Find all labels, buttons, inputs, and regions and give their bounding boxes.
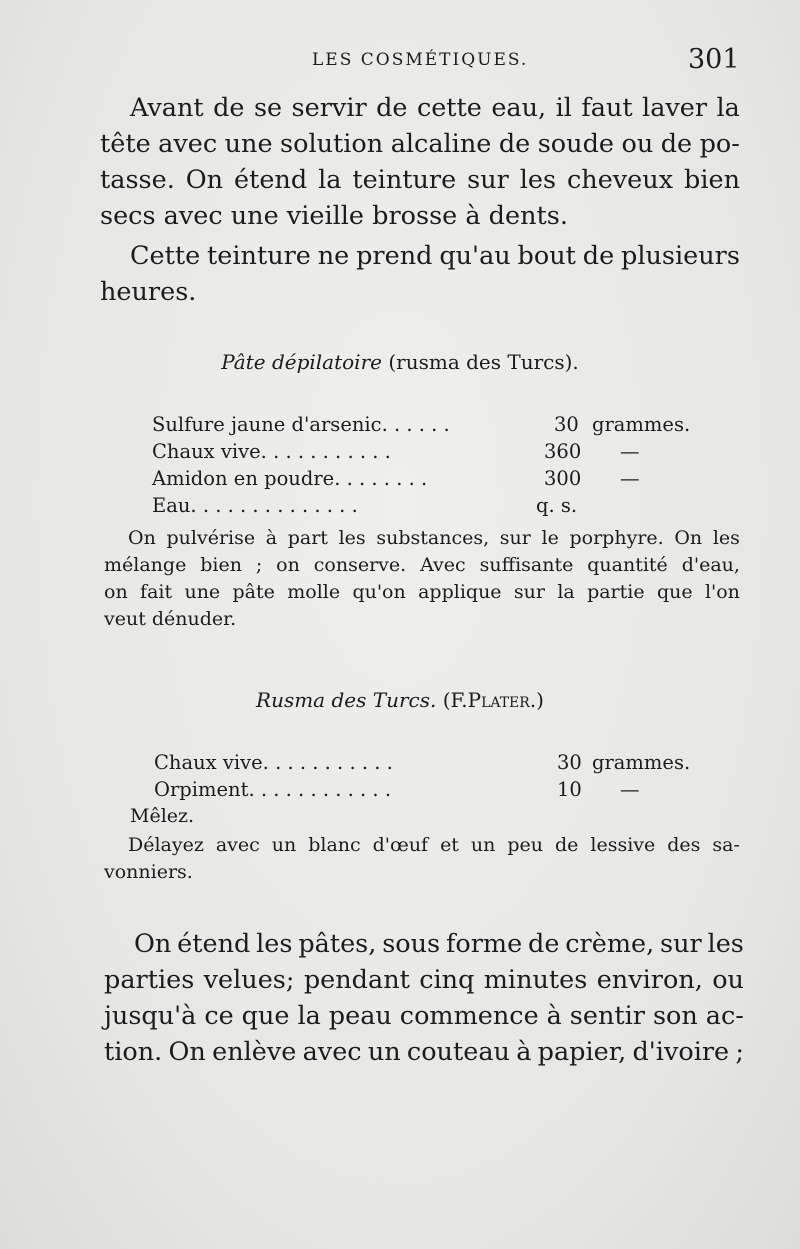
recipe-1-title (0, 350, 800, 374)
word: sa- (712, 834, 740, 856)
word: la (297, 1001, 321, 1031)
word: On (128, 527, 156, 549)
word: on (276, 554, 300, 576)
word: de (555, 834, 579, 856)
word: Cette (130, 241, 201, 271)
word: cheveux (566, 165, 674, 195)
ingredient-unit: — (620, 467, 640, 490)
word: cinq (419, 965, 475, 995)
word: minutes (483, 965, 588, 995)
word: d'ivoire (632, 1037, 730, 1067)
ingredient-name: Chaux vive. . . . . . . . . . . (152, 440, 391, 463)
ingredient-name: Eau. . . . . . . . . . . . . . (152, 494, 358, 517)
word: pendant (303, 965, 410, 995)
word: brosse (372, 201, 466, 231)
word: sur (499, 527, 531, 549)
word: de (213, 93, 245, 123)
text-line (104, 606, 740, 633)
word: que (656, 581, 693, 603)
word: laver (642, 93, 708, 123)
text-line (104, 579, 740, 606)
word: sentir (569, 1001, 645, 1031)
ingredient-unit: grammes. (592, 413, 691, 436)
word: secs (100, 201, 164, 231)
word: d'œuf (372, 834, 429, 856)
word: molle (287, 581, 341, 603)
word: l'on (704, 581, 740, 603)
word: bien (200, 554, 242, 576)
recipe-1-note (104, 525, 740, 633)
word: forme (445, 929, 523, 959)
word: crème, (565, 929, 655, 959)
word: sur (513, 581, 545, 603)
word: il (555, 93, 572, 123)
word: porphyre. (569, 527, 664, 549)
word: ; (735, 1037, 744, 1067)
word: de (660, 129, 693, 159)
word: la (716, 93, 740, 123)
recipe-2-title-close: .) (529, 688, 544, 712)
word: ac- (705, 1001, 744, 1031)
word: de (376, 93, 408, 123)
word: plusieurs (621, 241, 740, 271)
word: part (287, 527, 328, 549)
ingredient-name: Sulfure jaune d'arsenic. . . . . . (152, 413, 450, 436)
word: partie (587, 581, 645, 603)
word: substances, (376, 527, 490, 549)
paragraph-final (104, 926, 744, 1070)
word: enlève (212, 1037, 297, 1067)
text-line (100, 162, 740, 198)
word: soude (537, 129, 614, 159)
word: fait (140, 581, 173, 603)
word: de (528, 929, 560, 959)
word: applique (418, 581, 502, 603)
ingredient-unit: grammes. (592, 751, 691, 774)
word: tête (100, 129, 151, 159)
word: blanc (308, 834, 361, 856)
word: à (465, 201, 489, 231)
word: bien (684, 165, 740, 195)
word: de (498, 129, 531, 159)
word: ou (712, 965, 744, 995)
word: solution (280, 129, 384, 159)
word: teinture (207, 241, 311, 271)
word: étend (233, 165, 308, 195)
word: mélange (104, 554, 187, 576)
text-line (100, 126, 740, 162)
word: sous (382, 929, 441, 959)
ingredient-quantity: 300 (544, 467, 582, 490)
word: à (546, 1001, 562, 1031)
word: eau, (491, 93, 547, 123)
word: ; (255, 554, 263, 576)
text-line (104, 962, 744, 998)
word: On (168, 1037, 206, 1067)
recipe-2-title-open: (F. (442, 688, 468, 712)
text-line (104, 525, 740, 552)
ingredient-name: Chaux vive. . . . . . . . . . . (154, 751, 393, 774)
word: sur (467, 165, 509, 195)
word: une (224, 129, 273, 159)
recipe-2-title-author: Plater (467, 688, 530, 712)
paragraph-1 (100, 90, 740, 234)
word: un (367, 1037, 401, 1067)
word: alcaline (390, 129, 492, 159)
word: le (541, 527, 559, 549)
word: vonniers. (104, 861, 193, 883)
word: les (256, 929, 293, 959)
word: cette (416, 93, 482, 123)
word: On (185, 165, 224, 195)
text-line (100, 90, 740, 126)
word: conserve. (313, 554, 407, 576)
word: son (652, 1001, 698, 1031)
text-line (100, 198, 740, 234)
recipe-2-title-italic: Rusma des Turcs. (256, 688, 437, 712)
page-number: 301 (688, 44, 740, 75)
word: les (519, 165, 557, 195)
ingredient-unit: — (620, 778, 640, 801)
paragraph-2 (100, 238, 740, 310)
word: pâtes, (298, 929, 377, 959)
text-line (100, 238, 740, 274)
word: de (582, 241, 615, 271)
ingredient-name: Orpiment. . . . . . . . . . . . (154, 778, 392, 801)
word: On (134, 929, 172, 959)
word: ou (621, 129, 654, 159)
word: avec (163, 201, 231, 231)
word: une (184, 581, 221, 603)
word: qu'au (439, 241, 511, 271)
text-line (104, 552, 740, 579)
word: vieille (286, 201, 373, 231)
ingredient-unit: — (620, 440, 640, 463)
ingredient-quantity: 30 (557, 751, 582, 774)
word: avec (158, 129, 218, 159)
word: des (667, 834, 701, 856)
ingredient-name: Amidon en poudre. . . . . . . . (152, 467, 428, 490)
recipe-1-title-rest: (rusma des Turcs). (388, 350, 579, 374)
word: une (230, 201, 287, 231)
word: la (318, 165, 342, 195)
text-line (100, 274, 740, 310)
word: commence (399, 1001, 539, 1031)
word: d'eau, (681, 554, 740, 576)
word: que (241, 1001, 290, 1031)
word: po- (699, 129, 740, 159)
word: se (253, 93, 283, 123)
word: heures. (100, 277, 197, 307)
word: peau (328, 1001, 392, 1031)
recipe-2-instruction: Mêlez. (130, 805, 195, 827)
word: un (271, 834, 297, 856)
recipe-2-note (104, 832, 740, 886)
word: à (516, 1037, 532, 1067)
word: peu (507, 834, 544, 856)
text-line (104, 1034, 744, 1070)
text-line (104, 859, 740, 886)
word: environ, (596, 965, 703, 995)
word: qu'on (352, 581, 406, 603)
word: parties (104, 965, 195, 995)
word: jusqu'à (104, 1001, 197, 1031)
word: et (440, 834, 459, 856)
word: les (712, 527, 740, 549)
word: les (707, 929, 744, 959)
word: ce (204, 1001, 234, 1031)
word: On (674, 527, 703, 549)
word: dénuder. (151, 608, 237, 630)
word: velues; (203, 965, 295, 995)
text-line (104, 998, 744, 1034)
word: dents. (488, 201, 568, 231)
word: tion. (104, 1037, 163, 1067)
word: avec (215, 834, 260, 856)
word: les (338, 527, 366, 549)
word: étend (177, 929, 251, 959)
word: servir (291, 93, 367, 123)
word: un (470, 834, 496, 856)
ingredient-quantity: 10 (557, 778, 582, 801)
word: prend (356, 241, 433, 271)
word: lessive (590, 834, 656, 856)
word: teinture (352, 165, 457, 195)
word: Délayez (128, 834, 204, 856)
ingredient-quantity: 30 (554, 413, 579, 436)
word: Avec (420, 554, 466, 576)
word: ne (317, 241, 350, 271)
word: sur (660, 929, 702, 959)
recipe-2-title (0, 688, 800, 712)
word: on (104, 581, 128, 603)
word: couteau (406, 1037, 510, 1067)
text-line (104, 926, 744, 962)
word: veut (104, 608, 152, 630)
word: pulvérise (166, 527, 256, 549)
word: papier, (537, 1037, 627, 1067)
word: avec (302, 1037, 362, 1067)
word: à (265, 527, 278, 549)
word: faut (581, 93, 633, 123)
recipe-1-title-italic: Pâte dépilatoire (221, 350, 382, 374)
running-head: LES COSMÉTIQUES. (312, 50, 529, 70)
ingredient-quantity: 360 (544, 440, 582, 463)
word: suffisante (479, 554, 574, 576)
word: tasse. (100, 165, 175, 195)
word: la (557, 581, 575, 603)
text-line (104, 832, 740, 859)
ingredient-quantity: q. s. (536, 494, 578, 517)
word: pâte (232, 581, 275, 603)
word: quantité (587, 554, 668, 576)
word: bout (517, 241, 576, 271)
word: Avant (130, 93, 204, 123)
